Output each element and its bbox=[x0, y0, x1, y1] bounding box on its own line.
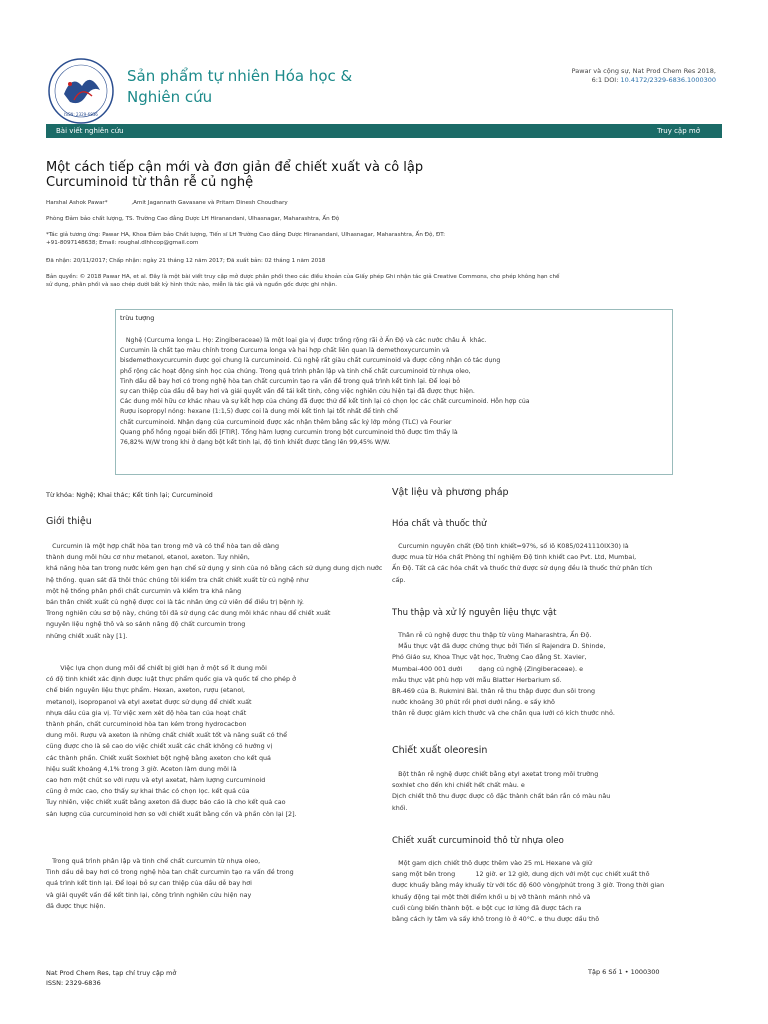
oleoresin-paragraph bbox=[392, 769, 728, 814]
text-line: Trong nghiên cứu sơ bộ này, chúng tôi đã sử dụng các dung môi khác nhau để chiết xuất bbox=[46, 609, 331, 618]
text-line: bản thân chiết xuất củ nghệ được coi là tác nhân ứng cử viên để điều trị bệnh lý. bbox=[46, 598, 304, 607]
article-title-line1: Một cách tiếp cận mới và đơn giản để chiết xuất và cô lập bbox=[46, 160, 424, 175]
text-line: nhựa dầu của gia vị. Từ việc xem xét độ hòa tan của hoạt chất bbox=[46, 708, 247, 717]
corr-line1: *Tác giả tương ứng: Pawar HA, Khoa Đảm bảo Chất lượng, Tiến sĩ LH Trường Cao đẳng Dược Hiranandani, Ulhasnagar, Maharashtra, Ấn Độ, ĐT: bbox=[46, 232, 445, 238]
text-line: sự can thiệp của dầu dễ bay hơi và giải quyết vấn đề tái kết tinh, công việc nghiên cứu hiện tại đã được thực hiện. bbox=[120, 388, 475, 396]
collection-heading: Thu thập và xử lý nguyên liệu thực vật bbox=[392, 608, 557, 618]
text-line: phổ rộng các hoạt động sinh học của chúng. Trong quá trình phân lập và tinh chế chất curcuminoid từ nhựa oleo, bbox=[120, 367, 471, 375]
article-title bbox=[46, 160, 566, 190]
collection-paragraph bbox=[392, 630, 728, 720]
text-line: quá trình kết tinh lại. Để loại bỏ sự can thiệp của dầu dễ bay hơi bbox=[46, 879, 252, 888]
citation-line1: Pawar và cộng sự, Nat Prod Chem Res 2018, bbox=[571, 67, 716, 75]
logo-issn: ISSN: 2329-6836 bbox=[64, 112, 98, 117]
text-line: các thành phần. Chiết xuất Soxhlet bột nghệ bằng axeton cho kết quả bbox=[46, 753, 271, 762]
intro-paragraph-2 bbox=[46, 663, 382, 820]
text-line: những chiết xuất này [1]. bbox=[46, 631, 128, 640]
text-line: Thân rễ củ nghệ được thu thập từ vùng Maharashtra, Ấn Độ. bbox=[392, 631, 592, 639]
journal-title bbox=[127, 66, 427, 108]
text-line: một hệ thống phân phối chất curcumin và kiểm tra khả năng bbox=[46, 586, 242, 595]
author-others: ,Amit Jagannath Gavasane và Pritam Dinesh Choudhary bbox=[131, 200, 288, 206]
text-line: Bột thân rễ nghệ được chiết bằng etyl axetat trong môi trường bbox=[392, 770, 599, 778]
text-line: bằng cách ly tâm và sấy khô trong lò ở 40°C. e thu được dầu thô bbox=[392, 915, 600, 924]
text-line: được mua từ Hóa chất Phòng thí nghiệm Độ tinh khiết cao Pvt. Ltd, Mumbai, bbox=[392, 553, 637, 562]
text-line: soxhlet cho đến khi chiết hết chất màu. e bbox=[392, 781, 525, 790]
oleoresin-heading: Chiết xuất oleoresin bbox=[392, 745, 488, 756]
text-line: hệ thống. quan sát đã thôi thúc chúng tôi kiểm tra chất chiết xuất từ củ nghệ như bbox=[46, 575, 309, 584]
text-line: Tinh dầu dễ bay hơi có trong nghệ hòa tan chất curcumin tạo ra vấn đề trong quá trình kết tinh lại. Để loại bỏ bbox=[120, 377, 461, 385]
text-line: chế biến nguyên liệu thực phẩm. Hexan, axeton, rượu (etanol, bbox=[46, 686, 246, 695]
chemicals-heading: Hóa chất và thuốc thử bbox=[392, 519, 487, 529]
text-line: sang một bên trong 12 giờ. er 12 giờ, dung dịch với một cục chiết xuất thô bbox=[392, 870, 650, 879]
text-line: Việc lựa chọn dung môi để chiết bị giới hạn ở một số ít dung môi bbox=[46, 664, 267, 672]
abstract-box bbox=[115, 309, 673, 475]
text-line: 76,82% W/W trong khi ở dạng bột kết tinh lại, độ tinh khiết được tăng lên 99,45% W/W. bbox=[120, 439, 391, 447]
footer-journal-name: Nat Prod Chem Res, tạp chí truy cập mở bbox=[46, 969, 177, 977]
article-type-bar bbox=[46, 124, 722, 138]
doi-link[interactable]: 10.4172/2329-6836.1000300 bbox=[620, 76, 716, 84]
intro-paragraph-3 bbox=[46, 856, 382, 912]
text-line: Ấn Độ. Tất cả các hóa chất và thuốc thử được sử dụng đều là thuốc thử phân tích bbox=[392, 564, 653, 573]
corresponding-author bbox=[46, 231, 722, 247]
authors bbox=[46, 199, 722, 207]
text-line: Mumbai-400 001 dưới dạng củ nghệ (Zingiberaceae). e bbox=[392, 664, 584, 673]
text-line: Trong quá trình phân lập và tinh chế chất curcumin từ nhựa oleo, bbox=[46, 857, 261, 865]
text-line: BR-469 của B. Rukmini Bài. thân rễ thu thập được đun sôi trong bbox=[392, 687, 596, 696]
text-line: chất curcuminoid. Nhận dạng của curcuminoid được xác nhận thêm bằng sắc ký lớp mỏng (TLC) và Fourier bbox=[120, 418, 452, 426]
text-line: Curcumin nguyên chất (Độ tinh khiết=97%, số lô K085/0241110IX30) là bbox=[392, 542, 629, 550]
article-title-line2: Curcuminoid từ thân rễ củ nghệ bbox=[46, 175, 254, 190]
journal-title-line1: Sản phẩm tự nhiên Hóa học & bbox=[127, 67, 353, 85]
copyright bbox=[46, 273, 722, 289]
text-line: bisdemethoxycurcumin được gọi chung là curcuminoid. Củ nghệ rất giàu chất curcuminoid và được công nhận có tác dụng bbox=[120, 357, 501, 365]
intro-paragraph-1 bbox=[46, 541, 382, 642]
text-line: Mẫu thực vật đã được chứng thực bởi Tiến sĩ Rajendra D. Shinde, bbox=[392, 642, 606, 651]
text-line: cuối cùng biến thành bột. e bột cục lơ lửng đã được tách ra bbox=[392, 903, 582, 912]
abstract-text bbox=[120, 336, 668, 448]
footer-journal bbox=[46, 968, 176, 988]
footer-issn: ISSN: 2329-6836 bbox=[46, 979, 101, 987]
text-line: Curcumin là chất tạo màu chính trong Curcuma longa và hai hợp chất liên quan là demethoxycurcumin và bbox=[120, 347, 450, 355]
article-type-label: Bài viết nghiên cứu bbox=[56, 127, 124, 135]
copyright-line2: sử dụng, phân phối và sao chép dưới bất kỳ hình thức nào, miễn là tác giả và nguồn gốc được ghi nhận. bbox=[46, 282, 338, 288]
crude-extraction-paragraph bbox=[392, 858, 728, 925]
author-primary: Harshal Ashok Pawar* bbox=[46, 200, 108, 206]
text-line: thành dung môi hữu cơ như metanol, etanol, axeton. Tuy nhiên, bbox=[46, 553, 250, 562]
text-line: Rượu isopropyl nóng: hexane (1:1,5) được coi là dung môi kết tinh lại tốt nhất để tinh chế bbox=[120, 408, 398, 416]
text-line: cũng được cho là sẽ cao do việc chiết xuất các chất không có hướng vị bbox=[46, 742, 273, 751]
text-line: Tuy nhiên, việc chiết xuất bằng axeton đã được báo cáo là cho kết quả cao bbox=[46, 798, 286, 807]
text-line: cấp. bbox=[392, 575, 406, 584]
text-line: sản lượng của curcuminoid hơn so với chiết xuất bằng cồn và phần còn lại [2]. bbox=[46, 809, 297, 818]
text-line: khuấy động tại một thời điểm khối u bị vỡ thành mảnh nhỏ và bbox=[392, 892, 591, 901]
text-line: khối. bbox=[392, 803, 408, 812]
text-line: nước khoảng 30 phút rồi phơi dưới nắng. e sấy khô bbox=[392, 698, 555, 707]
text-line: Quang phổ hồng ngoại biến đổi [FTIR]. Tổng hàm lượng curcumin trong bột curcuminoid thô được tìm thấy là bbox=[120, 428, 458, 436]
text-line: khả năng hòa tan trong nước kém gen hạn chế sử dụng y sinh của nó bằng cách sử dụng dung dịch nước bbox=[46, 564, 383, 573]
footer-pages: Tập 6 Số 1 • 1000300 bbox=[588, 968, 660, 976]
text-line: Phó Giáo sư, Khoa Thực vật học, Trường Cao đẳng St. Xavier, bbox=[392, 653, 587, 662]
chemicals-paragraph bbox=[392, 541, 728, 586]
citation-prefix: 6:1 DOI: bbox=[591, 76, 621, 84]
text-line: Một gam dịch chiết thô được thêm vào 25 mL Hexane và giữ bbox=[392, 859, 592, 867]
open-access-label: Truy cập mở bbox=[657, 127, 700, 135]
text-line: cũng ở mức cao, cho thấy sự khai thác có chọn lọc. kết quả của bbox=[46, 787, 250, 796]
text-line: đã được thực hiện. bbox=[46, 901, 106, 910]
text-line: nguyên liệu nghệ thô và so sánh năng độ chất curcumin trong bbox=[46, 620, 246, 629]
text-line: Các dung môi hữu cơ khác nhau và sự kết hợp của chúng đã được thử để kết tinh lại có chọn lọc các chất curcuminoid. Hỗn hợp của bbox=[120, 398, 530, 406]
dates: Đã nhận: 20/11/2017; Chấp nhận: ngày 21 tháng 12 năm 2017; Đã xuất bản: 02 tháng 1 năm 2018 bbox=[46, 258, 326, 264]
text-line: metanol), isopropanol và etyl axetat được sử dụng để chiết xuất bbox=[46, 697, 252, 706]
text-line: Nghệ (Curcuma longa L. Họ: Zingiberaceae) là một loại gia vị được trồng rộng rãi ở Ấn Độ và các nước châu Á khác. bbox=[120, 337, 487, 344]
intro-heading: Giới thiệu bbox=[46, 516, 92, 527]
text-line: hiệu suất khoảng 4,1% trong 3 giờ. Aceton làm dung môi là bbox=[46, 764, 237, 773]
affiliation: Phòng Đảm bảo chất lượng, TS. Trường Cao đẳng Dược LH Hiranandani, Ulhasnagar, Maharashtra, Ấn Độ bbox=[46, 216, 340, 222]
abstract-heading: trừu tượng bbox=[120, 314, 155, 322]
text-line: Tinh dầu dễ bay hơi có trong nghệ hòa tan chất curcumin tạo ra vấn đề trong bbox=[46, 868, 294, 877]
text-line: dung môi. Rượu và axeton là những chất chiết xuất tốt và năng suất có thể bbox=[46, 731, 288, 740]
journal-title-line2: Nghiên cứu bbox=[127, 88, 213, 106]
journal-logo bbox=[46, 56, 116, 126]
copyright-line1: Bản quyền: © 2018 Pawar HA, et al. Đây là một bài viết truy cập mở được phân phối theo các điều khoản của Giấy phép Ghi nhận tác giả Creative Commons, cho phép không hạn chế bbox=[46, 274, 560, 280]
text-line: được khuấy bằng máy khuấy từ với tốc độ 600 vòng/phút trong 3 giờ. Trong thời gian bbox=[392, 881, 665, 890]
keywords: Từ khóa: Nghệ; Khai thác; Kết tinh lại; Curcuminoid bbox=[46, 491, 213, 499]
corr-line2: +91-8097148638; Email: roughal.dlhhcop@gmail.com bbox=[46, 240, 199, 246]
materials-heading: Vật liệu và phương pháp bbox=[392, 487, 509, 498]
text-line: thành phần, chất curcuminoid hòa tan kém trong hydrocacbon bbox=[46, 720, 247, 729]
text-line: Dịch chiết thô thu được được cô đặc thành chất bán rắn có màu nâu bbox=[392, 792, 611, 801]
text-line: Curcumin là một hợp chất hòa tan trong mỡ và có thể hòa tan dễ dàng bbox=[46, 542, 280, 550]
text-line: cao hơn một chút so với rượu và etyl axetat, hàm lượng curcuminoid bbox=[46, 776, 266, 785]
text-line: và giải quyết vấn đề kết tinh lại, công trình nghiên cứu hiện nay bbox=[46, 890, 252, 899]
citation-block bbox=[456, 67, 716, 85]
crude-extraction-heading: Chiết xuất curcuminoid thô từ nhựa oleo bbox=[392, 836, 564, 846]
text-line: mẫu thực vật phù hợp với mẫu Blatter Herbarium số. bbox=[392, 675, 562, 684]
text-line: có độ tinh khiết xác định được luật thực phẩm quốc gia và quốc tế cho phép ở bbox=[46, 675, 296, 684]
text-line: thân rễ được giảm kích thước và che chắn qua lưới có kích thước nhỏ. bbox=[392, 709, 615, 718]
